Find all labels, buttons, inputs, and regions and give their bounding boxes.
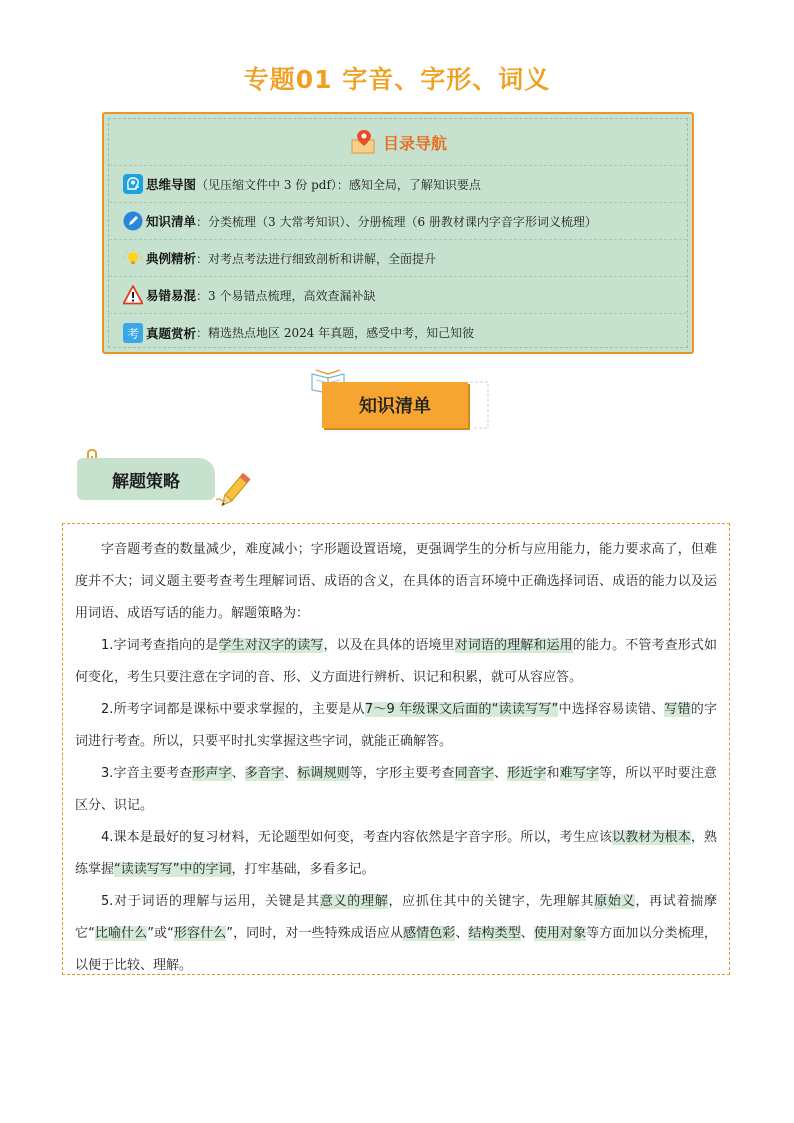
paragraph-text: 的字词进行考查。所以，只要平时扎实掌握这些字词，就能正确解答。 xyxy=(75,702,717,749)
paragraph-text: ”或“ xyxy=(147,926,174,941)
toc-item-examples[interactable] xyxy=(109,240,687,277)
paragraph-text: 、 xyxy=(494,766,508,781)
highlighted-text: 同音字 xyxy=(454,766,494,781)
highlighted-text: 难写字 xyxy=(559,766,599,781)
paragraph-text: 5.对于词语的理解与运用，关键是其 xyxy=(101,894,320,909)
highlighted-text: 比喻什么 xyxy=(94,926,148,941)
paragraph-text: ，熟练掌握 xyxy=(75,830,717,877)
paragraph-text: 、 xyxy=(520,926,534,941)
table-of-contents xyxy=(102,112,694,354)
paragraph-text: 字音题考查的数量减少，难度减小；字形题设置语境，更强调学生的分析与应用能力，能力要求高了，但难度并不大；词义题主要考查考生理解词语、成语的含义，在具体的语言环境中正确选择词语、成语的能力以及运用词语、成语写话的能力。解题策略为： xyxy=(75,542,717,621)
toc-header-label: 目录导航 xyxy=(382,133,447,153)
highlighted-text: 形声字 xyxy=(192,766,232,781)
toc-item-desc: ：分类梳理（3 大常考知识）、分册梳理（6 册教材课内字音字形词义梳理） xyxy=(196,214,597,229)
strategy-content xyxy=(62,523,730,975)
strategy-paragraph xyxy=(75,886,717,982)
strategy-paragraph xyxy=(75,822,717,886)
paragraph-text: ”，同时，对一些特殊成语应从 xyxy=(226,926,404,941)
highlighted-text: 使用对象 xyxy=(533,926,587,941)
exam-badge-icon xyxy=(123,323,143,343)
highlighted-text: 原始义 xyxy=(594,894,636,909)
toc-item-desc: ：对考点考法进行细致剖析和讲解，全面提升 xyxy=(196,251,437,266)
paragraph-text: 2.所考字词都是课标中要求掌握的，主要是从 xyxy=(101,702,365,717)
highlighted-text: 形容什么 xyxy=(173,926,227,941)
pencil-icon xyxy=(214,470,254,514)
paragraph-text: 3.字音主要考查 xyxy=(101,766,193,781)
highlighted-text: 形近字 xyxy=(507,766,547,781)
strategy-tab: 解题策略 xyxy=(77,458,215,500)
highlighted-text: 结构类型 xyxy=(468,926,521,941)
paragraph-text: 中选择容易读错、 xyxy=(558,702,665,717)
strategy-paragraph xyxy=(75,758,717,822)
paragraph-text: 等，字形主要考查 xyxy=(349,766,455,781)
paragraph-text: ，打牢基础，多看多记。 xyxy=(231,862,375,877)
paragraph-text: 的能力。不管考查形式如何变化，考生只要注意在字词的音、形、义方面进行辨析、识记和积累，就可从容应答。 xyxy=(75,638,717,685)
paragraph-text: 等，所以平时要注意区分、识记。 xyxy=(75,766,717,813)
highlighted-text: 意义的理解 xyxy=(319,894,389,909)
paragraph-text: ，应抓住其中的关键字，先理解其 xyxy=(388,894,595,909)
strategy-paragraph xyxy=(75,694,717,758)
highlighted-text: 7～9 年级课文后面的“读读写写” xyxy=(364,702,559,717)
toc-item-desc: ：3 个易错点梳理，高效查漏补缺 xyxy=(196,288,376,303)
paragraph-text: 、 xyxy=(284,766,298,781)
highlighted-text: 对词语的理解和运用 xyxy=(454,638,573,653)
pencil-circle-icon xyxy=(123,211,143,231)
highlighted-text: 标调规则 xyxy=(297,766,350,781)
decorative-dash xyxy=(468,378,492,432)
toc-item-label: 典例精析 xyxy=(146,251,197,266)
page-title: 专题01 字音、字形、词义 xyxy=(243,65,551,94)
highlighted-text: “读读写写”中的字词 xyxy=(114,862,232,877)
toc-item-label: 知识清单 xyxy=(146,214,197,229)
highlighted-text: 以教材为根本 xyxy=(612,830,691,845)
highlighted-text: 写错 xyxy=(664,702,691,717)
toc-header xyxy=(109,119,687,166)
toc-item-common-errors[interactable] xyxy=(109,277,687,314)
paragraph-text: ，再试着揣摩它“ xyxy=(75,894,717,941)
toc-item-label: 思维导图 xyxy=(146,177,197,192)
highlighted-text: 多音字 xyxy=(244,766,285,781)
paragraph-text: 1.字词考查指向的是 xyxy=(101,638,219,653)
strategy-paragraph xyxy=(75,534,717,630)
section-title: 知识清单 xyxy=(322,382,468,428)
paragraph-text: 和 xyxy=(546,766,560,781)
toc-item-knowledge-list[interactable] xyxy=(109,203,687,240)
highlighted-text: 感情色彩 xyxy=(403,926,456,941)
toc-item-past-exams[interactable] xyxy=(109,314,687,351)
highlighted-text: 学生对汉字的读写 xyxy=(218,638,324,653)
toc-item-label: 易错易混 xyxy=(146,288,197,303)
paragraph-text: 4.课本是最好的复习材料，无论题型如何变，考查内容依然是字音字形。所以，考生应该 xyxy=(101,830,613,845)
warning-icon xyxy=(123,285,143,305)
brain-head-icon xyxy=(123,174,143,194)
paragraph-text: 、 xyxy=(455,926,469,941)
map-pin-icon xyxy=(349,128,379,156)
paragraph-text: 等方面加以分类梳理，以便于比较、理解。 xyxy=(75,926,717,973)
toc-item-mindmap[interactable] xyxy=(109,166,687,203)
lightbulb-icon xyxy=(123,248,143,268)
paragraph-text: ，以及在具体的语境里 xyxy=(323,638,455,653)
exam-badge-char: 考 xyxy=(126,326,140,341)
toc-item-label: 真题赏析 xyxy=(146,325,197,341)
paragraph-text: 、 xyxy=(231,766,245,781)
strategy-paragraph xyxy=(75,630,717,694)
toc-item-desc: ：精选热点地区 2024 年真题，感受中考，知己知彼 xyxy=(196,326,475,340)
toc-item-desc: （见压缩文件中 3 份 pdf）：感知全局，了解知识要点 xyxy=(196,177,481,192)
